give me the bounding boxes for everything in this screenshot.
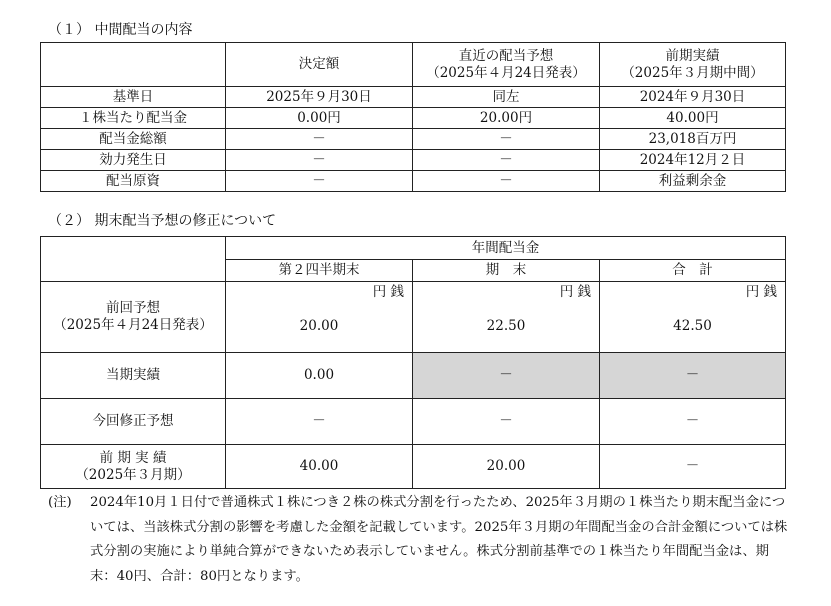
footnote-label: (注) <box>48 495 72 510</box>
cell: － <box>413 171 600 192</box>
cell: 23,018百万円 <box>600 129 786 150</box>
cell: 20.00円 <box>413 108 600 129</box>
section1-heading: （１） 中間配当の内容 <box>48 22 193 38</box>
header-annual-dividend: 年間配当金 <box>226 237 786 260</box>
header-decided: 決定額 <box>226 43 413 87</box>
row-label: 効力発生日 <box>41 150 226 171</box>
cell <box>413 282 600 353</box>
cell: － <box>226 399 413 445</box>
row-label: 基準日 <box>41 87 226 108</box>
value: 22.50 <box>486 318 526 334</box>
row-label: 配当金総額 <box>41 129 226 150</box>
unit-label: 円 銭 <box>745 284 778 300</box>
cell: 2024年12月２日 <box>600 150 786 171</box>
header-blank <box>41 237 226 282</box>
cell <box>600 282 786 353</box>
cell: － <box>600 399 786 445</box>
value: 20.00 <box>299 318 339 334</box>
header-q2-end: 第２四半期末 <box>226 260 413 282</box>
cell: － <box>600 445 786 489</box>
cell: － <box>413 399 600 445</box>
header-total: 合 計 <box>600 260 786 282</box>
header-recent-forecast: 直近の配当予想 （2025年４月24日発表） <box>413 43 600 87</box>
year-end-dividend-table <box>40 236 786 489</box>
row-label: １株当たり配当金 <box>41 108 226 129</box>
cell: 0.00円 <box>226 108 413 129</box>
row-label: 配当原資 <box>41 171 226 192</box>
cell: － <box>413 129 600 150</box>
cell: 2024年９月30日 <box>600 87 786 108</box>
cell <box>226 282 413 353</box>
cell: － <box>413 150 600 171</box>
cell-shaded: － <box>600 353 786 399</box>
section2-heading: （２） 期末配当予想の修正について <box>48 213 277 229</box>
footnote <box>50 491 790 589</box>
cell: 20.00 <box>413 445 600 489</box>
row-label-revised-forecast: 今回修正予想 <box>41 399 226 445</box>
header-prior-results: 前期実績 （2025年３月期中間） <box>600 43 786 87</box>
unit-label: 円 銭 <box>559 284 591 300</box>
cell: 0.00 <box>226 353 413 399</box>
cell: 40.00 <box>226 445 413 489</box>
row-label-current-results: 当期実績 <box>41 353 226 399</box>
cell-shaded: － <box>413 353 600 399</box>
cell: 利益剰余金 <box>600 171 786 192</box>
row-label-prior-results: 前 期 実 績 （2025年３月期） <box>41 445 226 489</box>
cell: 同左 <box>413 87 600 108</box>
cell: 40.00円 <box>600 108 786 129</box>
cell: － <box>226 129 413 150</box>
cell: 2025年９月30日 <box>226 87 413 108</box>
value: 42.50 <box>673 318 712 334</box>
header-year-end: 期 末 <box>413 260 600 282</box>
cell: － <box>226 171 413 192</box>
row-label-previous-forecast: 前回予想 （2025年４月24日発表） <box>41 282 226 353</box>
interim-dividend-table <box>40 42 786 192</box>
unit-label: 円 銭 <box>372 284 404 300</box>
header-blank <box>41 43 226 87</box>
cell: － <box>226 150 413 171</box>
footnote-text: 2024年10月１日付で普通株式１株につき２株の株式分割を行ったため、2025年３月期の１株当たり期末配当金については、当該株式分割の影響を考慮した金額を記載しています。2025年３月期の年間配当金の合計金額については株式分割の実施により単純合算ができないため表示していません。株式分割前基準での１株当たり年間配当金は、期末：40円、合計：80円となります。 <box>90 495 788 584</box>
